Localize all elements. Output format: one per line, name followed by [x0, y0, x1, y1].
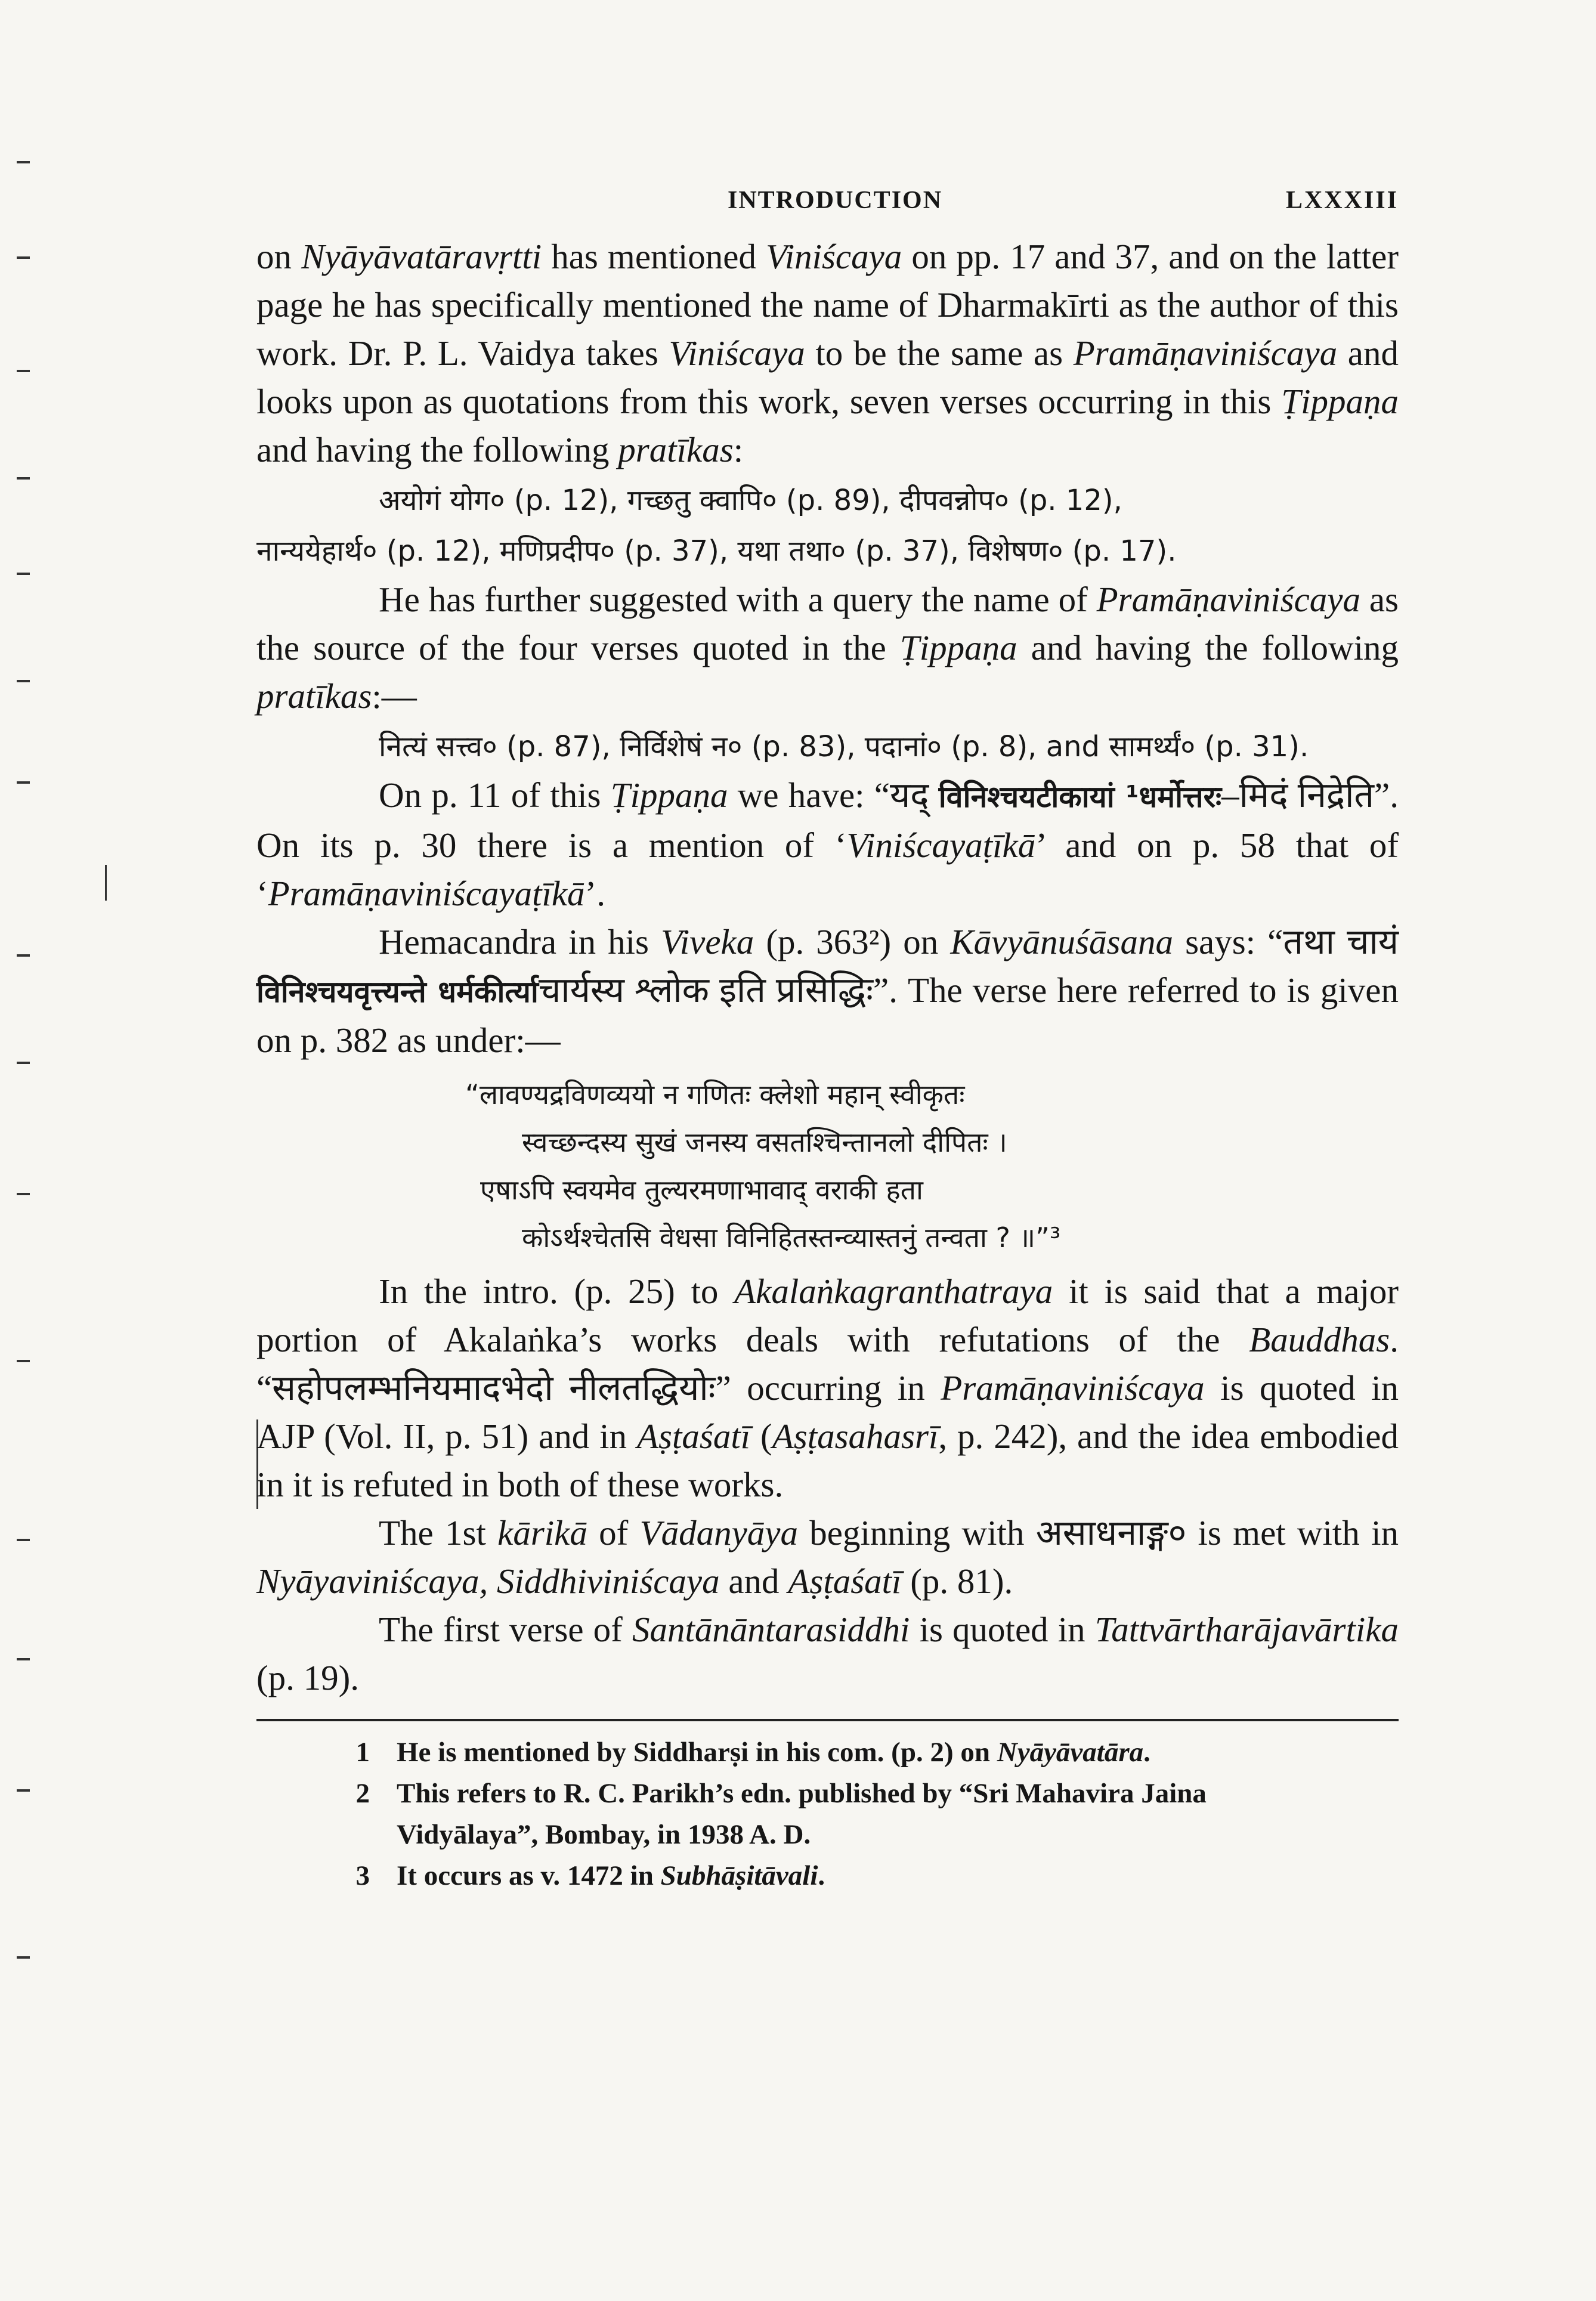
paragraph-3: He has further suggested with a query the name of Pramāṇaviniścaya as the source of the four verses quoted in the Ṭippaṇa and having the following pratīkas:—	[256, 580, 1399, 716]
header-title: INTRODUCTION	[728, 187, 943, 214]
margin-mark	[17, 1658, 30, 1660]
pratika-list-1: अयोगं योग० (p. 12), गच्छतु क्वापि० (p. 89), दीपवन्नोप० (p. 12),	[379, 484, 1122, 517]
margin-mark	[17, 1789, 30, 1792]
footnote-2: 2 This refers to R. C. Parikh’s edn. published by “Sri Mahavira Jaina	[355, 1778, 1207, 1809]
verse-line: स्वच्छन्दस्य सुखं जनस्य वसतश्चिन्तानलो दीपितः ।	[522, 1126, 1007, 1158]
margin-mark	[17, 1956, 30, 1959]
paragraph-1: on Nyāyāvatāravṛtti has mentioned Viniścaya on pp. 17 and 37, and on the latter page he has specifically mentioned the name of Dharmakīrti as the author of this work. Dr. P. L. Vaidya takes Viniścaya to be the same as Pramāṇaviniścaya and looks upon as quotations from this work, seven verses occurring in this Ṭippaṇa and having the following pratīkas:	[256, 237, 1399, 469]
margin-mark	[17, 1062, 30, 1064]
margin-mark	[17, 954, 30, 957]
pratika-list-2: नित्यं सत्त्व० (p. 87), निर्विशेषं न० (p. 83), पदानां० (p. 8), and सामर्थ्यं० (p. 31).	[379, 730, 1309, 763]
footnote-3: 3 It occurs as v. 1472 in Subhāṣitāvali.	[355, 1860, 825, 1891]
margin-mark	[17, 477, 30, 480]
page-number: LXXXIII	[1285, 187, 1399, 214]
main-text	[256, 233, 1399, 1702]
margin-mark	[17, 781, 30, 784]
margin-mark	[17, 161, 30, 163]
margin-mark	[17, 370, 30, 372]
paragraph-5: On p. 11 of this Ṭippaṇa we have: “यद् विनिश्चयटीकायां ¹धर्मोत्तरः–मिदं निद्रेति”. On its p. 30 there is a mention of ‘Viniścayaṭīkā’ and on p. 58 that of ‘Pramāṇaviniścayaṭīkā’.	[256, 775, 1399, 913]
pratika-list-1-line2: नान्ययेहार्थ० (p. 12), मणिप्रदीप० (p. 37), यथा तथा० (p. 37), विशेषण० (p. 17).	[256, 534, 1177, 568]
verse-line: “लावण्यद्रविणव्ययो न गणितः क्लेशो महान् स्वीकृतः	[465, 1078, 965, 1111]
running-header	[256, 179, 1399, 233]
verse-line: कोऽर्थश्चेतसि वेधसा विनिहितस्तन्व्यास्तनुं तन्वता ? ॥”³	[522, 1221, 1061, 1254]
margin-mark	[17, 1193, 30, 1195]
footnotes	[256, 1732, 1399, 1897]
paragraph-7: In the intro. (p. 25) to Akalaṅkagranthatraya it is said that a major portion of Akalaṅka’s works deals with refutations of the Bauddhas. “सहोपलम्भनियमादभेदो नीलतद्धियोः” occurring in Pramāṇaviniścaya is quoted in AJP (Vol. II, p. 51) and in Aṣṭaśatī (Aṣṭasahasrī, p. 242), and the idea embodied in it is refuted in both of these works.	[256, 1272, 1399, 1504]
margin-mark	[17, 573, 30, 575]
paragraph-8: The 1st kārikā of Vādanyāya beginning with असाधनाङ्ग० is met with in Nyāyaviniścaya, Siddhiviniścaya and Aṣṭaśatī (p. 81).	[256, 1513, 1399, 1601]
margin-mark	[17, 680, 30, 682]
verse-line: एषाऽपि स्वयमेव तुल्यरमणाभावाद् वराकी हता	[480, 1174, 923, 1206]
margin-mark	[17, 1539, 30, 1541]
paragraph-6: Hemacandra in his Viveka (p. 363²) on Kāvyānuśāsana says: “तथा चायं विनिश्चयवृत्त्यन्ते धर्मकीर्त्याचार्यस्य श्लोक इति प्रसिद्धिः”. The verse here referred to is given on p. 382 as under:—	[256, 922, 1399, 1060]
paragraph-9: The first verse of Santānāntarasiddhi is quoted in Tattvārtharājavārtika (p. 19).	[256, 1610, 1399, 1697]
footnote-rule	[256, 1719, 1399, 1721]
margin-mark	[105, 865, 107, 901]
page	[256, 179, 1399, 1897]
footnote-1: 1 He is mentioned by Siddharṣi in his com. (p. 2) on Nyāyāvatāra.	[355, 1737, 1150, 1768]
footnote-2-continued: Vidyālaya”, Bombay, in 1938 A. D.	[397, 1819, 811, 1850]
quoted-verse	[256, 1071, 1399, 1261]
margin-mark	[17, 256, 30, 259]
margin-mark	[17, 1360, 30, 1362]
